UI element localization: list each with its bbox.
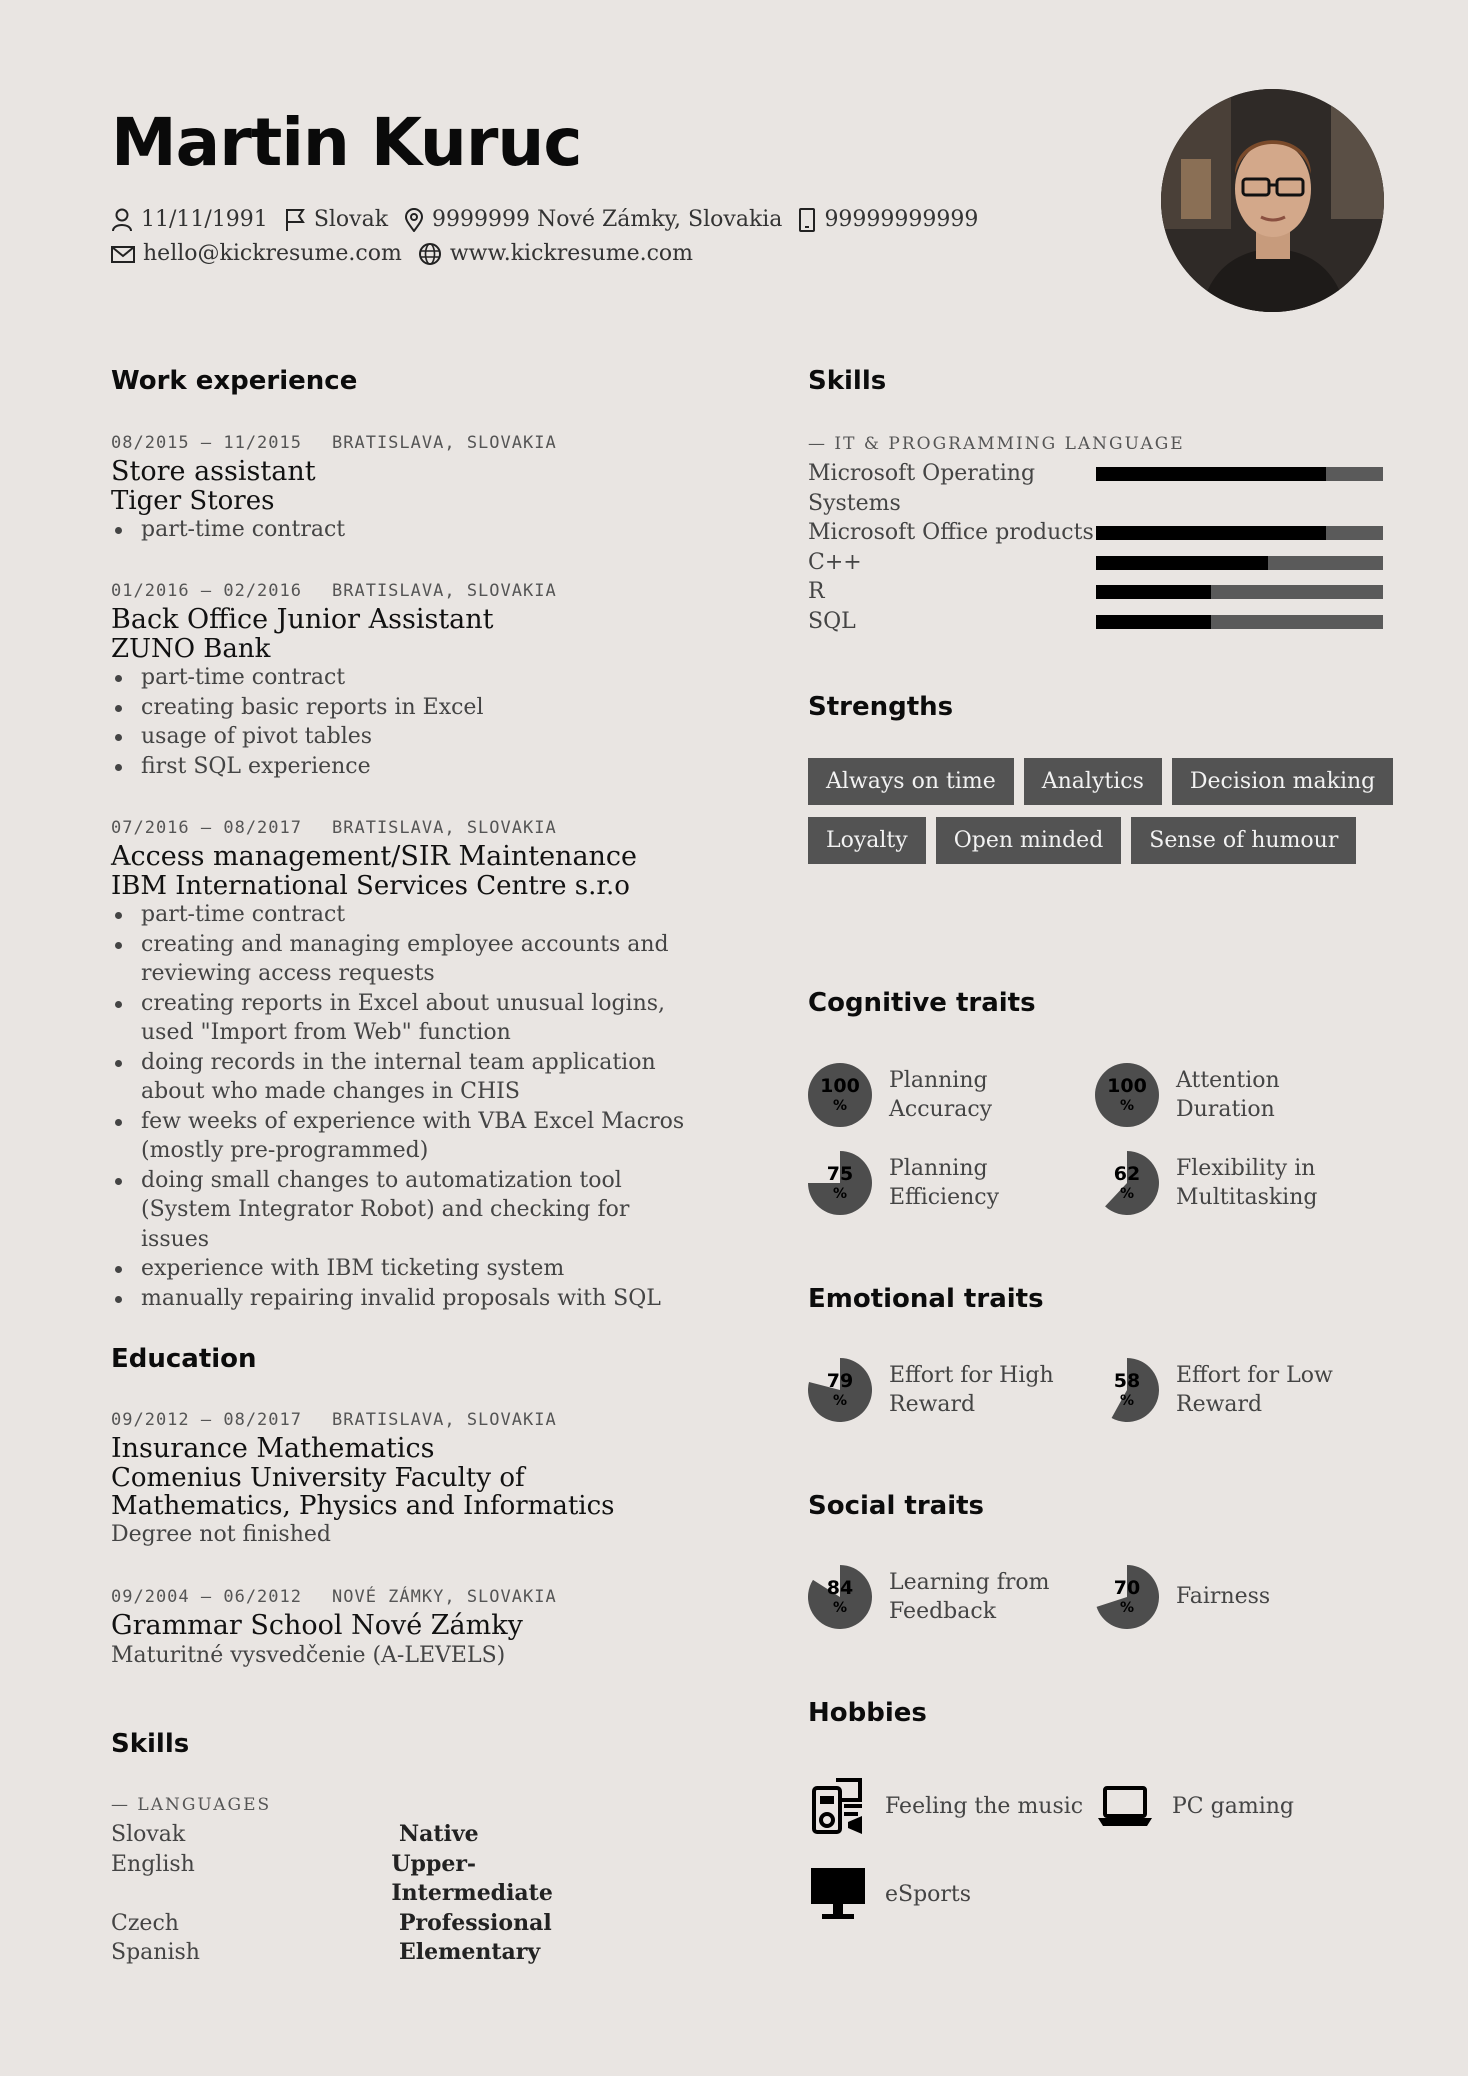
trait-percent-sign: %: [832, 1393, 848, 1409]
birthdate-item: [111, 207, 268, 232]
trait-pie: [1095, 1151, 1159, 1215]
language-row: [111, 1820, 631, 1850]
profile-photo: [1161, 89, 1384, 312]
education-location: NOVÉ ZÁMKY, SLOVAKIA: [332, 1587, 557, 1607]
skill-name: Microsoft Office products: [808, 520, 1094, 545]
trait-value: 100: [1107, 1075, 1147, 1097]
skill-bar-fill: [1096, 585, 1211, 599]
trait-percent-sign: %: [1119, 1600, 1135, 1616]
education-dates: 09/2012 — 08/2017: [111, 1410, 302, 1430]
phone-icon: [798, 208, 816, 232]
hobby-item: [808, 1776, 1083, 1836]
job-bullet: part-time contract: [111, 663, 711, 693]
job-bullet: part-time contract: [111, 900, 701, 930]
skills-list: [808, 459, 1383, 636]
job-meta: [111, 581, 711, 601]
trait-label: Planning Efficiency: [889, 1155, 1000, 1210]
trait-value: 58: [1113, 1370, 1141, 1392]
education-note: Degree not finished: [111, 1522, 331, 1547]
language-row: [111, 1850, 631, 1909]
hobby-item: [1095, 1776, 1294, 1836]
language-level: Native: [399, 1821, 479, 1847]
hobby-label: Feeling the music: [885, 1793, 1084, 1819]
email-item[interactable]: [111, 241, 402, 266]
education-title: Education: [111, 1344, 257, 1374]
job-dates: 08/2015 — 11/2015: [111, 433, 302, 453]
trait-item: [1095, 1063, 1376, 1127]
skills-title: Skills: [808, 366, 887, 396]
job-bullet: creating and managing employee accounts and reviewing access requests: [111, 930, 701, 989]
hobby-label: eSports: [885, 1881, 972, 1907]
job-meta: [111, 433, 711, 453]
trait-label: Attention Duration: [1176, 1067, 1280, 1122]
globe-icon: [418, 242, 442, 266]
skill-bar: [1096, 615, 1383, 629]
job-position: Back Office Junior Assistant: [111, 604, 494, 635]
birthdate: 11/11/1991: [141, 207, 268, 232]
monitor-icon: [808, 1864, 868, 1924]
job-bullet: creating basic reports in Excel: [111, 693, 711, 723]
skill-bar: [1096, 585, 1383, 599]
job-bullet: creating reports in Excel about unusual logins, used "Import from Web" function: [111, 989, 701, 1048]
website-item[interactable]: [418, 241, 693, 266]
job-bullets: [111, 663, 711, 781]
trait-percent-sign: %: [832, 1098, 848, 1114]
trait-percent-sign: %: [832, 1600, 848, 1616]
trait-label: Fairness: [1176, 1584, 1271, 1610]
job-bullets: [111, 900, 701, 1313]
job-location: BRATISLAVA, SLOVAKIA: [332, 433, 557, 453]
trait-label: Learning from Feedback: [889, 1569, 1050, 1624]
job-meta: [111, 818, 701, 838]
trait-value: 84: [826, 1577, 854, 1599]
education-field: Grammar School Nové Zámky: [111, 1610, 523, 1641]
job-position: Access management/SIR Maintenance: [111, 841, 638, 872]
education-meta: [111, 1587, 711, 1607]
trait-label: Planning Accuracy: [889, 1067, 993, 1122]
trait-item: [1095, 1358, 1376, 1422]
hobby-label: PC gaming: [1172, 1793, 1294, 1819]
skill-bar-fill: [1096, 615, 1211, 629]
education-field: Insurance Mathematics: [111, 1433, 435, 1464]
skill-bar-fill: [1096, 556, 1268, 570]
skill-bar: [1096, 526, 1383, 540]
nationality: Slovak: [313, 207, 389, 232]
skill-row: [808, 548, 1383, 578]
trait-pie: [808, 1358, 872, 1422]
education-school: Comenius University Faculty of Mathematics, Physics and Informatics: [111, 1463, 615, 1521]
trait-item: [1095, 1565, 1376, 1629]
strength-tag: Analytics: [1024, 758, 1162, 805]
strength-tag: Decision making: [1172, 758, 1393, 805]
address-item: [404, 207, 782, 232]
contact-row-1: [111, 207, 994, 232]
trait-pie: [1095, 1063, 1159, 1127]
trait-value: 75: [826, 1163, 854, 1185]
trait-label: Effort for High Reward: [889, 1362, 1054, 1417]
hobbies-title: Hobbies: [808, 1698, 927, 1728]
strength-tag: Always on time: [808, 758, 1014, 805]
strengths-tags: [808, 758, 1408, 864]
trait-value: 100: [820, 1075, 860, 1097]
skill-row: [808, 459, 1383, 518]
trait-pie: [1095, 1565, 1159, 1629]
work-experience-title: Work experience: [111, 366, 358, 396]
language-row: [111, 1909, 631, 1939]
job-bullet: doing records in the internal team application about who made changes in CHIS: [111, 1048, 701, 1107]
music-player-icon: [808, 1776, 868, 1836]
languages-list: [111, 1820, 631, 1968]
job-entry: [111, 818, 701, 1313]
language-name: English: [111, 1851, 195, 1877]
trait-value: 70: [1113, 1577, 1141, 1599]
job-bullet: first SQL experience: [111, 752, 711, 782]
laptop-icon: [1095, 1776, 1155, 1836]
website[interactable]: www.kickresume.com: [449, 241, 694, 266]
job-company: ZUNO Bank: [111, 634, 271, 664]
education-entry: [111, 1410, 691, 1550]
location-pin-icon: [404, 208, 424, 232]
skill-name: SQL: [808, 608, 856, 634]
job-entry: [111, 581, 711, 781]
languages-section-title: Skills: [111, 1729, 190, 1759]
hobby-item: [808, 1864, 971, 1924]
strengths-title: Strengths: [808, 692, 954, 722]
envelope-icon: [111, 244, 135, 264]
skills-category-label: — IT & PROGRAMMING LANGUAGE: [808, 434, 1185, 454]
languages-label: — LANGUAGES: [111, 1795, 272, 1815]
cognitive-traits-title: Cognitive traits: [808, 988, 1036, 1018]
job-position: Store assistant: [111, 456, 316, 487]
skill-name: Microsoft Operating Systems: [808, 461, 1036, 516]
address: 9999999 Nové Zámky, Slovakia: [432, 207, 783, 232]
education-location: BRATISLAVA, SLOVAKIA: [332, 1410, 557, 1430]
email[interactable]: hello@kickresume.com: [143, 241, 402, 266]
skill-name: C++: [808, 549, 862, 575]
strength-tag: Open minded: [936, 817, 1122, 864]
trait-percent-sign: %: [1119, 1098, 1135, 1114]
education-meta: [111, 1410, 691, 1430]
job-company: Tiger Stores: [111, 486, 275, 516]
skill-bar: [1096, 556, 1383, 570]
language-level: Elementary: [399, 1939, 541, 1965]
skill-row: [808, 607, 1383, 637]
education-entry: [111, 1587, 711, 1671]
person-icon: [111, 208, 133, 232]
job-bullet: experience with IBM ticketing system: [111, 1254, 701, 1284]
job-entry: [111, 433, 711, 545]
nationality-item: [284, 207, 388, 232]
language-row: [111, 1938, 631, 1968]
skill-bar-fill: [1096, 526, 1326, 540]
contact-row-2: [111, 241, 709, 266]
candidate-name: Martin Kuruc: [111, 104, 582, 181]
phone: 99999999999: [824, 207, 979, 232]
skill-bar-fill: [1096, 467, 1326, 481]
trait-item: [808, 1358, 1089, 1422]
language-name: Czech: [111, 1910, 179, 1936]
trait-percent-sign: %: [1119, 1186, 1135, 1202]
trait-percent-sign: %: [832, 1186, 848, 1202]
trait-item: [808, 1565, 1089, 1629]
skill-row: [808, 518, 1383, 548]
trait-item: [808, 1063, 1089, 1127]
skill-row: [808, 577, 1383, 607]
language-level: Upper-Intermediate: [391, 1850, 553, 1906]
job-bullet: few weeks of experience with VBA Excel Macros (mostly pre-programmed): [111, 1107, 701, 1166]
trait-item: [1095, 1151, 1376, 1215]
skill-name: R: [808, 579, 825, 604]
education-dates: 09/2004 — 06/2012: [111, 1587, 302, 1607]
trait-pie: [808, 1565, 872, 1629]
skill-bar: [1096, 467, 1383, 481]
education-note: Maturitné vysvedčenie (A-LEVELS): [111, 1643, 506, 1668]
flag-icon: [284, 208, 306, 232]
emotional-traits-title: Emotional traits: [808, 1284, 1044, 1314]
trait-value: 79: [826, 1370, 854, 1392]
language-level: Professional: [399, 1909, 552, 1936]
trait-item: [808, 1151, 1089, 1215]
language-name: Spanish: [111, 1940, 200, 1965]
strength-tag: Loyalty: [808, 817, 926, 864]
job-location: BRATISLAVA, SLOVAKIA: [332, 818, 557, 838]
strength-tag: Sense of humour: [1131, 817, 1356, 864]
trait-pie: [808, 1063, 872, 1127]
job-location: BRATISLAVA, SLOVAKIA: [332, 581, 557, 601]
job-bullet: doing small changes to automatization tool (System Integrator Robot) and checking for issues: [111, 1166, 701, 1255]
job-bullet: usage of pivot tables: [111, 722, 711, 752]
job-dates: 07/2016 — 08/2017: [111, 818, 302, 838]
job-dates: 01/2016 — 02/2016: [111, 581, 302, 601]
trait-pie: [1095, 1358, 1159, 1422]
job-bullets: [111, 515, 711, 545]
trait-pie: [808, 1151, 872, 1215]
trait-label: Effort for Low Reward: [1176, 1362, 1333, 1417]
trait-label: Flexibility in Multitasking: [1176, 1155, 1318, 1210]
job-bullet: part-time contract: [111, 515, 711, 545]
language-name: Slovak: [111, 1822, 186, 1847]
social-traits-title: Social traits: [808, 1491, 985, 1521]
job-bullet: manually repairing invalid proposals with SQL: [111, 1284, 701, 1314]
trait-percent-sign: %: [1119, 1393, 1135, 1409]
phone-item: [798, 207, 978, 232]
job-company: IBM International Services Centre s.r.o: [111, 871, 630, 901]
trait-value: 62: [1113, 1163, 1141, 1185]
